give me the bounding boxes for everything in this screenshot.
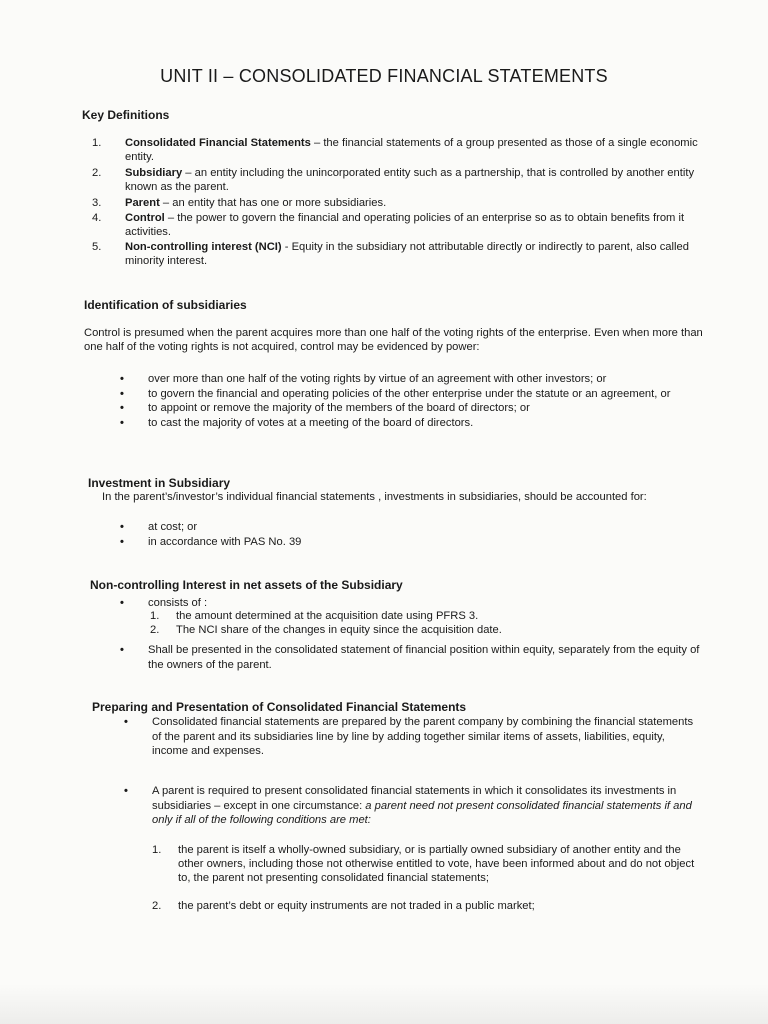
bullet-item: • at cost; or [120, 521, 198, 533]
nci-heading: Non-controlling Interest in net assets of the Subsidiary [90, 578, 403, 592]
definition-item: 3. Parent – an entity that has one or more subsidiaries. [92, 197, 387, 209]
bullet-icon: • [120, 373, 124, 385]
bullet-icon: • [124, 716, 128, 728]
bullet-item: • Shall be presented in the consolidated statement of financial position within equity, separately from the equity of the owners of the parent. [120, 644, 700, 671]
definition-term: Consolidated Financial Statements [125, 137, 311, 149]
definition-text: – the power to govern the financial and operating policies of an enterprise so as to obtain benefits from it activities. [125, 212, 685, 238]
bullet-icon: • [120, 387, 124, 400]
bullet-item: • over more than one half of the voting rights by virtue of an agreement with other investors; or [120, 373, 607, 385]
preparing-bullet-2 [124, 784, 694, 828]
preparing-bullet-1 [124, 715, 694, 759]
investment-intro: In the parent’s/investor’s individual financial statements , investments in subsidiaries, should be accounted for: [102, 491, 647, 503]
definition-term: Subsidiary [125, 167, 183, 179]
definition-term: Non-controlling interest (NCI) [125, 241, 282, 253]
nci-bullet-2 [120, 643, 705, 672]
preparing-heading: Preparing and Presentation of Consolidated Financial Statements [92, 700, 467, 714]
definition-text: – an entity that has one or more subsidiaries. [159, 197, 387, 209]
definition-term: Parent [125, 197, 160, 209]
bullet-item: • to cast the majority of votes at a meeting of the board of directors. [120, 416, 474, 429]
bullet-icon: • [120, 597, 124, 609]
definition-item: 5. Non-controlling interest (NCI) - Equity in the subsidiary not attributable directly or indirectly to parent, also called minority interest. [92, 241, 689, 267]
key-definitions-heading: Key Definitions [82, 108, 170, 122]
nci-sublist [150, 609, 670, 637]
investment-bullets [120, 520, 620, 549]
bullet-item: • Consolidated financial statements are prepared by the parent company by combining the financial statements of the parent and its subsidiaries line by line by adding together similar items of assets, liabilities, equity, income and expenses. [124, 716, 694, 757]
sublist-item: 2. The NCI share of the changes in equity since the acquisition date. [150, 624, 502, 636]
definition-item: 2. Subsidiary – an entity including the unincorporated entity such as a partnership, that is controlled by another entity known as the parent. [92, 167, 695, 193]
bullet-item: • to govern the financial and operating policies of the other enterprise under the statute or an agreement, or [120, 387, 671, 400]
condition-item: 1. the parent is itself a wholly-owned subsidiary, or is partially owned subsidiary of another entity and the other owners, including those not otherwise entitled to vote, have been informed about and do not object to, the parent not presenting consolidated financial statements; [152, 844, 695, 884]
italic-condition-text: a parent need not present consolidated financial statements if and only if all of the following conditions are met: [152, 799, 692, 826]
bullet-icon: • [120, 644, 124, 656]
definition-item: 4. Control – the power to govern the financial and operating policies of an enterprise so as to obtain benefits from it activities. [92, 212, 685, 238]
bullet-icon: • [120, 416, 124, 429]
bullet-item: • to appoint or remove the majority of the members of the board of directors; or [120, 402, 530, 414]
control-bullets [120, 372, 695, 430]
definitions-list [92, 136, 712, 268]
bullet-icon: • [120, 535, 124, 548]
definition-text: - Equity in the subsidiary not attributable directly or indirectly to parent, also called minority interest. [125, 241, 689, 267]
investment-heading: Investment in Subsidiary [88, 476, 231, 490]
conditions-list [152, 843, 697, 913]
bullet-icon: • [120, 521, 124, 533]
page-title: UNIT II – CONSOLIDATED FINANCIAL STATEMENTS [160, 66, 608, 86]
definition-text: – the financial statements of a group presented as those of a single economic entity. [125, 137, 698, 163]
definition-item: 1. Consolidated Financial Statements – the financial statements of a group presented as those of a single economic entity. [92, 137, 698, 163]
bullet-item: • in accordance with PAS No. 39 [120, 535, 302, 548]
bullet-icon: • [124, 785, 128, 797]
bullet-item: • A parent is required to present consolidated financial statements in which it consolidates its investments in subsidiaries – except in one circumstance: a parent need not present consolidated financial statements if and only if all of the following conditions are met: [124, 785, 692, 826]
identification-heading: Identification of subsidiaries [84, 298, 247, 312]
definition-term: Control [125, 212, 165, 224]
condition-item: 2. the parent’s debt or equity instruments are not traded in a public market; [152, 900, 535, 912]
identification-intro: Control is presumed when the parent acquires more than one half of the voting rights of the enterprise. Even when more than one half of the voting rights is not acquired, control may be evidenced by power: [84, 327, 703, 353]
bullet-icon: • [120, 402, 124, 414]
definition-text: – an entity including the unincorporated entity such as a partnership, that is controlled by another entity known as the parent. [125, 167, 695, 193]
sublist-item: 1. the amount determined at the acquisition date using PFRS 3. [150, 610, 479, 622]
bullet-item: • consists of : [120, 597, 208, 609]
